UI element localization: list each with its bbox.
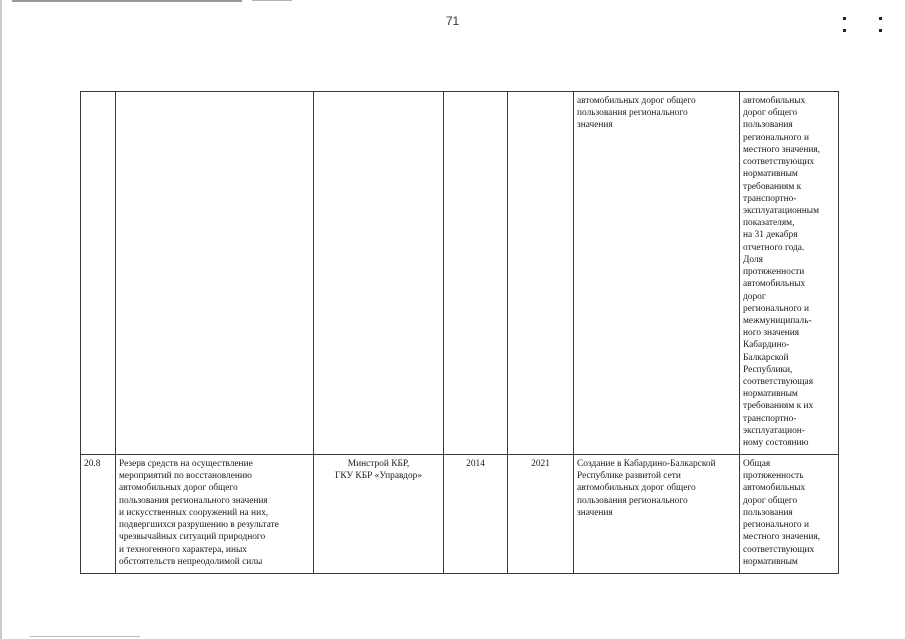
scan-artifact-top <box>12 0 242 2</box>
cell-executor <box>314 92 444 455</box>
cell-start-year <box>444 92 508 455</box>
cell-expected-result: автомобильных дорог общего пользования регионального значения <box>574 92 740 455</box>
cell-number <box>81 92 116 455</box>
cell-number: 20.8 <box>81 455 116 574</box>
cell-end-year <box>508 92 574 455</box>
cell-end-year: 2021 <box>508 455 574 574</box>
cell-expected-result: Создание в Кабардино-Балкарской Республике развитой сети автомобильных дорог общего пользования регионального значения <box>574 455 740 574</box>
cell-indicator: Общая протяженность автомобильных дорог общего пользования регионального и местного значения, соответствующих нормативным <box>740 455 839 574</box>
cell-measure <box>116 92 314 455</box>
program-measures-table <box>80 91 839 574</box>
scan-edge-left <box>0 0 2 639</box>
scan-artifact-top-2 <box>252 0 292 1</box>
table-row <box>81 92 839 455</box>
cell-measure: Резерв средств на осуществление мероприятий по восстановлению автомобильных дорог общего пользования регионального значения и искусственных сооружений на них, подвергшихся разрушению в результате чрезвычайных ситуаций природного и техногенного характера, иных обстоятельств непреодолимой силы <box>116 455 314 574</box>
cell-start-year: 2014 <box>444 455 508 574</box>
cell-executor: Минстрой КБР, ГКУ КБР «Управдор» <box>314 455 444 574</box>
scan-speck <box>843 29 846 32</box>
table-row <box>81 455 839 574</box>
scan-speck <box>879 29 882 32</box>
cell-indicator: автомобильных дорог общего пользования регионального и местного значения, соответствующих нормативным требованиям к транспортно- эксплуатационным показателям, на 31 декабря отчетного года. Доля протяженности автомобильных дорог регионального и межмуниципаль- ного значения Кабардино- Балкарской Республики, соответствующая нормативным требованиям к их транспортно- эксплуатацион- ному состоянию <box>740 92 839 455</box>
scan-artifact-bottom <box>30 636 140 637</box>
page-number: 71 <box>445 14 460 28</box>
